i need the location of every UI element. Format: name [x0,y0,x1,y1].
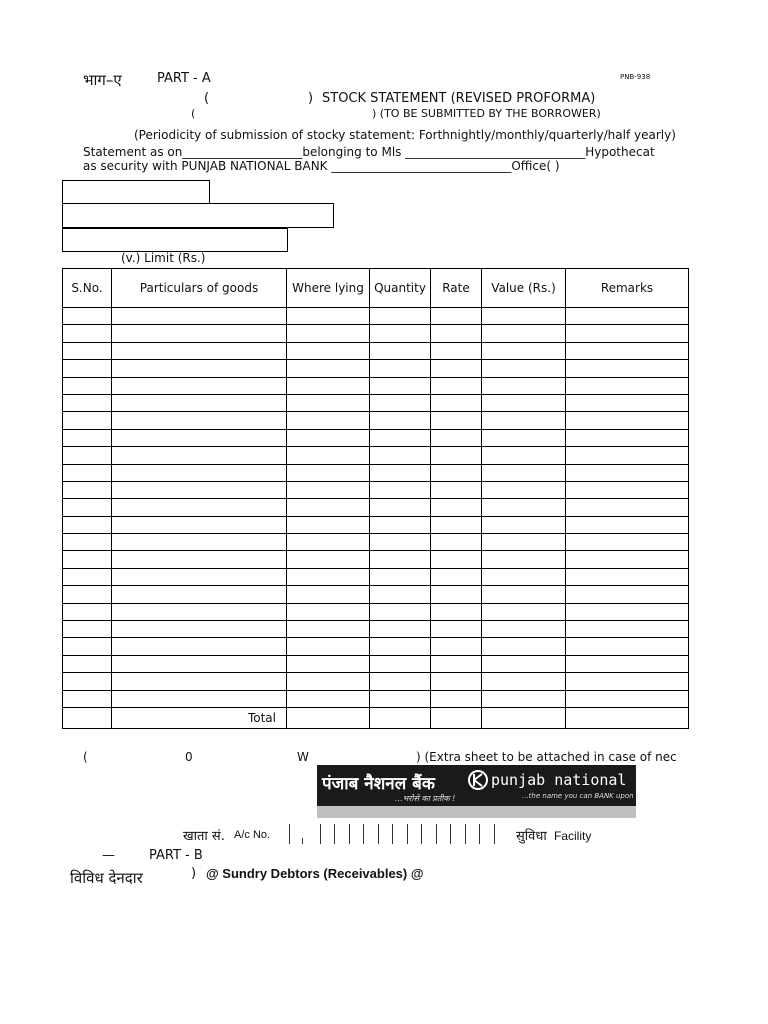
table-cell[interactable] [63,551,112,568]
table-cell[interactable] [370,499,431,516]
table-row [63,447,689,464]
account-digit-separator [334,824,335,844]
table-cell[interactable] [431,325,482,342]
table-cell[interactable] [566,690,689,707]
table-cell[interactable] [287,394,370,411]
table-cell[interactable] [482,621,566,638]
account-digit-separator [289,824,290,844]
table-cell[interactable] [370,447,431,464]
part-b-close-paren: ) [191,866,197,881]
table-cell[interactable] [482,638,566,655]
table-cell[interactable] [566,551,689,568]
table-cell[interactable] [287,586,370,603]
col-particulars: Particulars of goods [112,269,287,308]
table-cell[interactable] [112,603,287,620]
table-cell[interactable] [431,447,482,464]
table-row [63,603,689,620]
table-header-row [63,269,689,308]
account-digit-separator [378,824,379,844]
stock-table [62,268,689,729]
title-open-paren: ( [204,91,210,106]
table-cell[interactable] [482,568,566,585]
table-row [63,551,689,568]
table-cell[interactable] [287,429,370,446]
table-cell[interactable] [482,481,566,498]
table-cell[interactable] [287,412,370,429]
table-cell[interactable] [63,325,112,342]
table-cell[interactable] [482,499,566,516]
col-rate: Rate [431,269,482,308]
subtitle: ) (TO BE SUBMITTED BY THE BORROWER) [372,107,601,120]
table-cell[interactable] [63,377,112,394]
page-title: STOCK STATEMENT (REVISED PROFORMA) [322,91,596,106]
table-cell[interactable] [566,429,689,446]
table-cell[interactable] [287,447,370,464]
table-cell[interactable] [370,412,431,429]
bank-tagline-hindi: ...भरोसे का प्रतीक ! [395,794,456,803]
table-cell[interactable] [287,568,370,585]
table-cell[interactable] [482,394,566,411]
table-cell[interactable] [370,516,431,533]
table-cell[interactable] [482,412,566,429]
table-cell[interactable] [431,655,482,672]
table-row [63,429,689,446]
table-cell[interactable] [431,499,482,516]
total-cell [63,707,112,728]
table-cell[interactable] [431,481,482,498]
table-cell[interactable] [287,464,370,481]
table-row [63,377,689,394]
table-cell[interactable] [63,568,112,585]
table-cell[interactable] [287,690,370,707]
table-cell[interactable] [566,394,689,411]
table-cell[interactable] [482,534,566,551]
table-cell[interactable] [431,551,482,568]
table-cell[interactable] [431,464,482,481]
account-digit-separator [465,824,466,844]
table-cell[interactable] [287,551,370,568]
field-box-1[interactable] [62,180,210,204]
table-cell[interactable] [63,342,112,359]
table-cell[interactable] [112,308,287,325]
limit-label: (v.) Limit (Rs.) [121,251,206,265]
table-cell[interactable] [566,342,689,359]
table-row [63,464,689,481]
table-cell[interactable] [287,325,370,342]
col-remarks: Remarks [566,269,689,308]
table-cell[interactable] [482,586,566,603]
table-cell[interactable] [370,308,431,325]
table-cell[interactable] [482,516,566,533]
table-cell[interactable] [370,429,431,446]
table-cell[interactable] [482,655,566,672]
total-row [63,707,689,728]
table-cell[interactable] [370,481,431,498]
table-cell[interactable] [287,621,370,638]
table-cell[interactable] [63,655,112,672]
account-digit-separator [392,824,393,844]
table-cell[interactable] [566,516,689,533]
table-row [63,690,689,707]
form-code: PNB-938 [620,73,651,81]
table-cell[interactable] [566,360,689,377]
table-cell[interactable] [566,412,689,429]
bank-tagline-english: ...the name you can BANK upon ! [522,792,639,800]
table-cell[interactable] [370,673,431,690]
footer-zero: 0 [185,750,193,764]
subtitle-open-paren: ( [191,107,196,120]
bank-emblem-icon [468,770,488,790]
table-cell[interactable] [112,673,287,690]
total-cell[interactable] [287,707,370,728]
table-cell[interactable] [370,342,431,359]
table-cell[interactable] [482,308,566,325]
table-cell[interactable] [287,499,370,516]
table-cell[interactable] [112,412,287,429]
account-digit-separator [407,824,408,844]
table-row [63,568,689,585]
table-cell[interactable] [482,429,566,446]
footer-open-paren: ( [83,750,88,764]
table-cell[interactable] [566,568,689,585]
table-cell[interactable] [482,551,566,568]
table-cell[interactable] [566,447,689,464]
table-cell[interactable] [566,499,689,516]
table-cell[interactable] [566,638,689,655]
table-cell[interactable] [287,308,370,325]
table-cell[interactable] [63,447,112,464]
account-digit-separator [363,824,364,844]
account-digit-separator [421,824,422,844]
table-cell[interactable] [287,377,370,394]
table-row [63,499,689,516]
table-row [63,673,689,690]
table-cell[interactable] [482,325,566,342]
table-cell[interactable] [370,360,431,377]
table-cell[interactable] [63,516,112,533]
table-cell[interactable] [566,673,689,690]
table-cell[interactable] [370,621,431,638]
facility-label-hindi: सुविधा [516,829,547,844]
table-cell[interactable] [370,551,431,568]
table-row [63,360,689,377]
table-cell[interactable] [63,360,112,377]
field-box-2[interactable] [62,203,334,228]
table-cell[interactable] [431,673,482,690]
account-label-hindi: खाता सं. [183,829,225,844]
table-cell[interactable] [112,638,287,655]
table-cell[interactable] [287,342,370,359]
account-digit-separator [450,824,451,844]
table-cell[interactable] [370,377,431,394]
account-digit-separator [436,824,437,844]
table-cell[interactable] [482,464,566,481]
table-cell[interactable] [63,481,112,498]
table-cell[interactable] [112,464,287,481]
account-digit-separator [302,838,303,844]
table-cell[interactable] [112,342,287,359]
col-where-lying: Where lying [287,269,370,308]
part-b-dash: — [102,848,115,863]
table-cell[interactable] [287,673,370,690]
table-cell[interactable] [566,308,689,325]
table-cell[interactable] [566,603,689,620]
facility-label-english: Facility [554,829,592,843]
table-cell[interactable] [287,638,370,655]
table-cell[interactable] [431,360,482,377]
table-row [63,534,689,551]
table-cell[interactable] [63,534,112,551]
table-cell[interactable] [112,481,287,498]
table-cell[interactable] [370,690,431,707]
table-cell[interactable] [566,534,689,551]
table-row [63,638,689,655]
table-cell[interactable] [63,586,112,603]
total-label: Total [112,707,287,728]
table-cell[interactable] [370,534,431,551]
table-cell[interactable] [63,412,112,429]
table-cell[interactable] [370,568,431,585]
table-cell[interactable] [112,516,287,533]
table-cell[interactable] [287,655,370,672]
table-cell[interactable] [431,308,482,325]
table-row [63,586,689,603]
table-cell[interactable] [370,603,431,620]
part-a-hindi: भाग–ए [83,71,122,89]
footer-w: W [297,750,309,764]
table-cell[interactable] [482,377,566,394]
table-cell[interactable] [63,464,112,481]
title-close-paren: ) [308,91,314,106]
table-row [63,342,689,359]
table-cell[interactable] [482,447,566,464]
table-cell[interactable] [431,621,482,638]
account-digit-separator [494,824,495,844]
total-cell[interactable] [566,707,689,728]
table-cell[interactable] [112,655,287,672]
table-cell[interactable] [63,394,112,411]
table-cell[interactable] [112,568,287,585]
table-cell[interactable] [63,621,112,638]
table-cell[interactable] [431,690,482,707]
part-b-title: @ Sundry Debtors (Receivables) @ [206,866,424,881]
table-cell[interactable] [112,534,287,551]
table-cell[interactable] [112,325,287,342]
table-cell[interactable] [63,673,112,690]
table-cell[interactable] [287,481,370,498]
table-cell[interactable] [482,673,566,690]
bank-name-english: punjab national bank [491,771,672,789]
table-row [63,412,689,429]
part-a-label: PART - A [157,71,211,86]
table-cell[interactable] [370,394,431,411]
security-line: as security with PUNJAB NATIONAL BANK ______________________________Office( ) [83,159,560,173]
table-cell[interactable] [431,534,482,551]
table-cell[interactable] [63,429,112,446]
table-cell[interactable] [112,429,287,446]
account-digit-separator [320,824,321,844]
field-box-3[interactable] [62,228,288,252]
total-cell[interactable] [431,707,482,728]
total-cell[interactable] [370,707,431,728]
account-digit-separator [479,824,480,844]
table-cell[interactable] [63,603,112,620]
table-row [63,516,689,533]
table-cell[interactable] [287,534,370,551]
table-cell[interactable] [482,603,566,620]
table-cell[interactable] [63,308,112,325]
table-cell[interactable] [112,499,287,516]
periodicity-note: (Periodicity of submission of stocky statement: Forthnightly/monthly/quarterly/half yearly) [134,128,676,142]
table-cell[interactable] [431,516,482,533]
part-b-hindi: विविध देनदार [70,869,143,887]
table-row [63,325,689,342]
table-cell[interactable] [370,586,431,603]
table-cell[interactable] [566,481,689,498]
table-cell[interactable] [63,638,112,655]
table-cell[interactable] [431,412,482,429]
table-cell[interactable] [287,603,370,620]
total-cell[interactable] [482,707,566,728]
bank-logo-strip [317,806,636,818]
table-cell[interactable] [431,603,482,620]
table-cell[interactable] [63,499,112,516]
table-cell[interactable] [431,394,482,411]
table-cell[interactable] [112,394,287,411]
table-cell[interactable] [112,551,287,568]
table-row [63,481,689,498]
bank-name-hindi: पंजाब नैशनल बैंक [322,774,435,794]
table-cell[interactable] [431,377,482,394]
table-row [63,308,689,325]
table-cell[interactable] [566,377,689,394]
table-cell[interactable] [431,638,482,655]
table-cell[interactable] [482,360,566,377]
col-sno: S.No. [63,269,112,308]
table-cell[interactable] [566,655,689,672]
table-cell[interactable] [112,586,287,603]
extra-sheet-note: ) (Extra sheet to be attached in case of nec [416,750,677,764]
table-cell[interactable] [287,516,370,533]
table-cell[interactable] [112,377,287,394]
account-label-english: A/c No. [234,829,271,841]
table-cell[interactable] [482,690,566,707]
statement-line: Statement as on____________________belonging to Mls ______________________________Hypothecat [83,145,655,159]
table-cell[interactable] [370,655,431,672]
col-quantity: Quantity [370,269,431,308]
table-cell[interactable] [112,690,287,707]
table-row [63,655,689,672]
account-digit-separator [349,824,350,844]
table-row [63,621,689,638]
table-cell[interactable] [566,586,689,603]
part-b-label: PART - B [149,848,203,863]
table-cell[interactable] [63,690,112,707]
table-cell[interactable] [112,621,287,638]
table-cell[interactable] [112,447,287,464]
table-cell[interactable] [431,429,482,446]
table-cell[interactable] [566,464,689,481]
table-cell[interactable] [287,360,370,377]
table-row [63,394,689,411]
table-cell[interactable] [566,325,689,342]
table-cell[interactable] [431,342,482,359]
table-cell[interactable] [370,325,431,342]
table-cell[interactable] [370,464,431,481]
table-cell[interactable] [431,586,482,603]
table-cell[interactable] [112,360,287,377]
table-cell[interactable] [566,621,689,638]
table-cell[interactable] [431,568,482,585]
table-cell[interactable] [370,638,431,655]
col-value: Value (Rs.) [482,269,566,308]
table-cell[interactable] [482,342,566,359]
